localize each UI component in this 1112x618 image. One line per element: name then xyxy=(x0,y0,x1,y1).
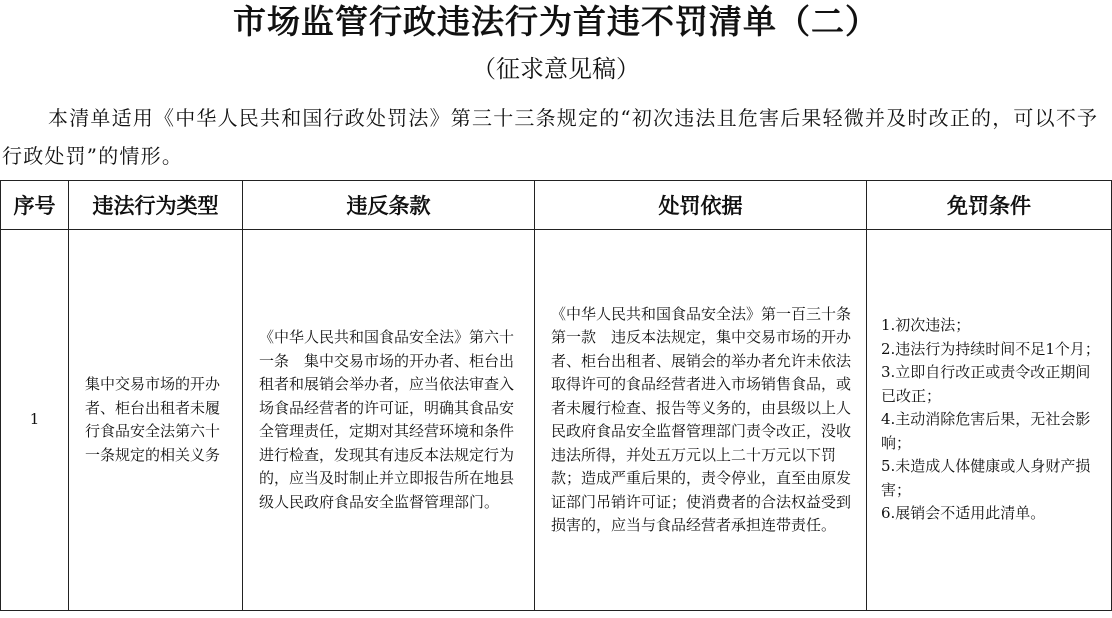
violated-clause-text: 《中华人民共和国食品安全法》第六十一条 集中交易市场的开办者、柜台出租者和展销会举办者，应当依法审查入场食品经营者的许可证，明确其食品安全管理责任，定期对其经营环境和条件进行检查，发现其有违反本法规定行为的，应当及时制止并立即报告所在地县级人民政府食品安全监督管理部门。 xyxy=(259,328,515,511)
document-subtitle: （征求意见稿） xyxy=(472,55,640,83)
header-seq: 序号 xyxy=(1,181,69,230)
cell-violated-clause xyxy=(243,230,535,611)
violation-type-text: 集中交易市场的开办者、柜台出租者未履行食品安全法第六十一条规定的相关义务 xyxy=(85,375,221,464)
header-penalty-basis: 处罚依据 xyxy=(535,181,867,230)
condition-item: 6.展销会不适用此清单。 xyxy=(881,504,1046,523)
document-title: 市场监管行政违法行为首违不罚清单（二） xyxy=(233,2,879,41)
header-violated-clause: 违反条款 xyxy=(243,181,535,230)
condition-item: 3.立即自行改正或责令改正期间已改正； xyxy=(881,363,1091,405)
cell-exemption-conditions xyxy=(867,230,1112,611)
condition-item: 2.违法行为持续时间不足1个月； xyxy=(881,339,1100,358)
condition-item: 4.主动消除危害后果，无社会影响； xyxy=(881,410,1091,452)
cell-violation-type xyxy=(69,230,243,611)
header-exemption-conditions: 免罚条件 xyxy=(867,181,1112,230)
table-row xyxy=(1,230,1112,611)
cell-penalty-basis xyxy=(535,230,867,611)
header-violation-type: 违法行为类型 xyxy=(69,181,243,230)
rules-table xyxy=(0,180,1112,611)
penalty-basis-text: 《中华人民共和国食品安全法》第一百三十条第一款 违反本法规定，集中交易市场的开办者、柜台出租者、展销会的举办者允许未依法取得许可的食品经营者进入市场销售食品，或者未履行检查、报告等义务的，由县级以上人民政府食品安全监督管理部门责令改正，没收违法所得，并处五万元以上二十万元以下罚款；造成严重后果的，责令停业，直至由原发证部门吊销许可证；使消费者的合法权益受到损害的，应当与食品经营者承担连带责任。 xyxy=(551,304,852,534)
condition-item: 1.初次违法； xyxy=(881,316,971,335)
exemption-conditions-list xyxy=(867,314,1111,526)
table-header-row xyxy=(1,181,1112,230)
condition-item: 5.未造成人体健康或人身财产损害； xyxy=(881,457,1091,499)
intro-paragraph: 本清单适用《中华人民共和国行政处罚法》第三十三条规定的“初次违法且危害后果轻微并及时改正的，可以不予行政处罚”的情形。 xyxy=(2,106,1099,168)
cell-seq: 1 xyxy=(1,230,69,611)
